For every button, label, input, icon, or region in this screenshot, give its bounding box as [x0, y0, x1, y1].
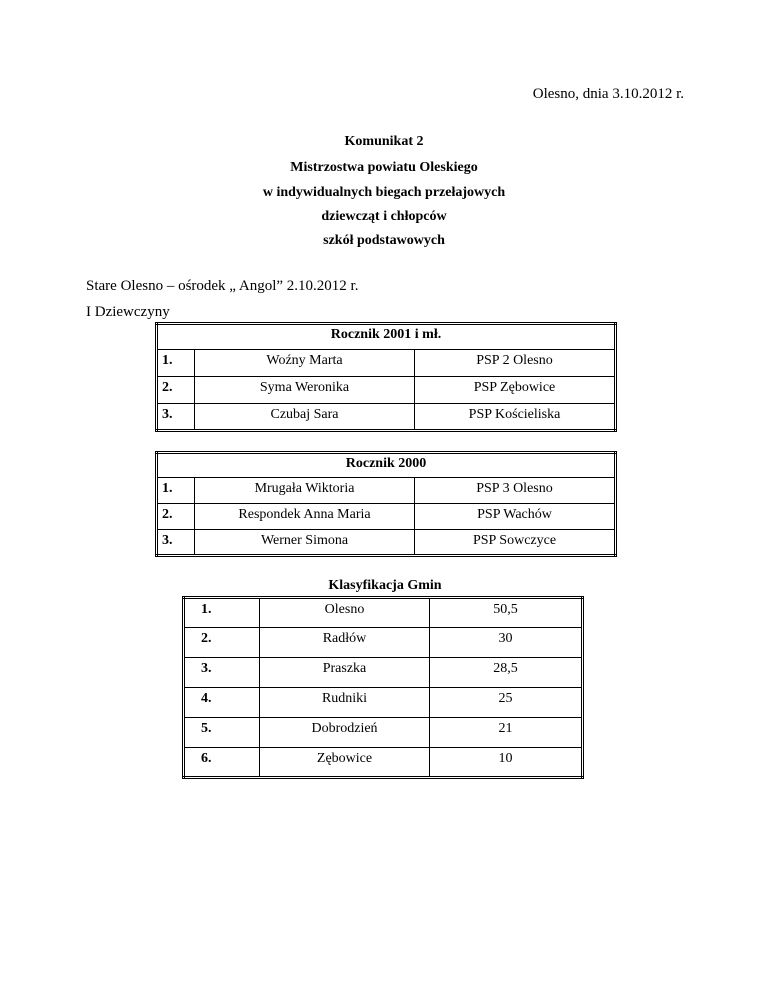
commune-cell: Radłów: [260, 628, 430, 658]
school-cell: PSP Sowczyce: [415, 530, 616, 556]
points-cell: 28,5: [430, 658, 583, 688]
name-cell: Respondek Anna Maria: [195, 504, 415, 530]
title-participants: dziewcząt i chłopców: [321, 209, 447, 224]
place-cell: 5.: [184, 718, 260, 748]
gmin-classification-table: [182, 596, 584, 779]
school-cell: PSP Wachów: [415, 504, 616, 530]
place-cell: 4.: [184, 688, 260, 718]
gmin-classification-title: Klasyfikacja Gmin: [328, 578, 442, 593]
commune-cell: Dobrodzień: [260, 718, 430, 748]
school-cell: PSP Kościeliska: [415, 404, 616, 431]
place-cell: 3.: [184, 658, 260, 688]
place-cell: 2.: [157, 504, 195, 530]
school-cell: PSP 2 Olesno: [415, 350, 616, 377]
table-row: [184, 598, 583, 628]
name-cell: Mrugała Wiktoria: [195, 478, 415, 504]
place-cell: 1.: [157, 478, 195, 504]
place-cell: 2.: [184, 628, 260, 658]
table-header: Rocznik 2000: [157, 453, 616, 478]
points-cell: 10: [430, 748, 583, 778]
commune-cell: Rudniki: [260, 688, 430, 718]
name-cell: Czubaj Sara: [195, 404, 415, 431]
points-cell: 50,5: [430, 598, 583, 628]
table-row: [184, 748, 583, 778]
title-championship: Mistrzostwa powiatu Oleskiego: [290, 160, 478, 175]
place-cell: 6.: [184, 748, 260, 778]
school-cell: PSP Zębowice: [415, 377, 616, 404]
table-row: [184, 658, 583, 688]
table-row: [157, 377, 616, 404]
document-date: Olesno, dnia 3.10.2012 r.: [532, 86, 684, 102]
table-row: [157, 350, 616, 377]
name-cell: Syma Weronika: [195, 377, 415, 404]
points-cell: 21: [430, 718, 583, 748]
results-table-2001: [155, 322, 617, 432]
commune-cell: Olesno: [260, 598, 430, 628]
commune-cell: Praszka: [260, 658, 430, 688]
name-cell: Woźny Marta: [195, 350, 415, 377]
table-row: [157, 504, 616, 530]
table-header: Rocznik 2001 i mł.: [157, 324, 616, 350]
location-line: Stare Olesno – ośrodek „ Angol” 2.10.2012 r.: [86, 278, 359, 294]
title-discipline: w indywidualnych biegach przełajowych: [262, 185, 506, 200]
table-row: [184, 688, 583, 718]
results-table-2000: [155, 451, 617, 557]
title-communique: Komunikat 2: [344, 134, 424, 149]
place-cell: 1.: [157, 350, 195, 377]
table-row: [157, 478, 616, 504]
title-school-level: szkół podstawowych: [323, 233, 445, 248]
place-cell: 3.: [157, 404, 195, 431]
table-row: [184, 628, 583, 658]
table-row: [157, 530, 616, 556]
points-cell: 30: [430, 628, 583, 658]
table-row: [184, 718, 583, 748]
place-cell: 1.: [184, 598, 260, 628]
place-cell: 2.: [157, 377, 195, 404]
school-cell: PSP 3 Olesno: [415, 478, 616, 504]
table-row: [157, 404, 616, 431]
name-cell: Werner Simona: [195, 530, 415, 556]
section-label: I Dziewczyny: [86, 304, 170, 320]
place-cell: 3.: [157, 530, 195, 556]
commune-cell: Zębowice: [260, 748, 430, 778]
points-cell: 25: [430, 688, 583, 718]
